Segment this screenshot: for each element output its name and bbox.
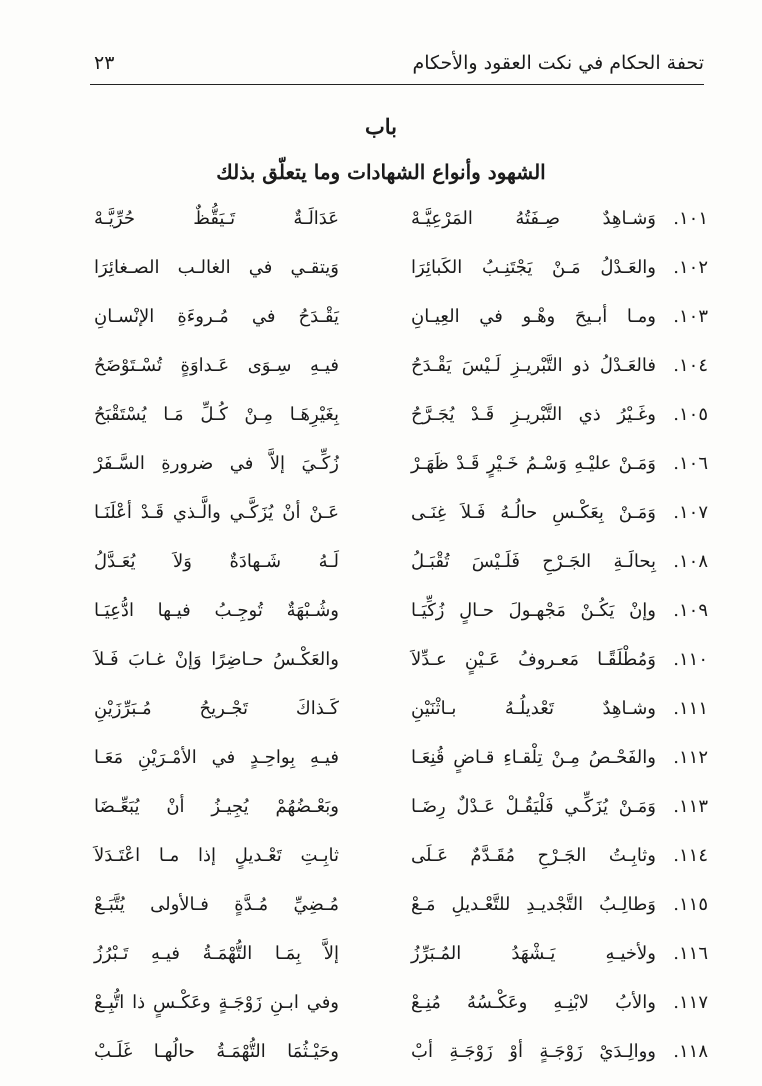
chapter-heading: باب bbox=[364, 114, 397, 139]
verse-number: ١١٤. bbox=[673, 845, 708, 866]
verse-second-hemistich: لَـهُ شَـهادَةٌ وَلاَ يُعَـدَّلُ bbox=[94, 551, 339, 572]
verse-number: ١٠٨. bbox=[673, 551, 708, 572]
verse-line bbox=[88, 249, 708, 289]
verse-line bbox=[88, 739, 708, 779]
verse-number: ١١٠. bbox=[673, 649, 708, 670]
verse-first-hemistich: والعَـدْلُ مَـنْ يَجْتَنِـبُ الكَبائِرَا bbox=[411, 257, 656, 278]
verse-first-hemistich: وَشـاهِدٌ صِـفَتُهُ المَرْعِيَّـهْ bbox=[411, 208, 656, 229]
verse-second-hemistich: فيـهِ سِـوَى عَـداوَةٍ تُسْـتَوْضَحُ bbox=[94, 355, 339, 376]
verse-first-hemistich: وشـاهِدٌ تَعْديلُـهُ بـاثْنَيْنِ bbox=[411, 698, 656, 719]
verse-line bbox=[88, 200, 708, 240]
verse-number: ١٠٥. bbox=[673, 404, 708, 425]
verse-second-hemistich: عَـنْ أنْ يُزَكَّـي والَّـذي قَـدْ أعْلَنَـا bbox=[94, 502, 339, 523]
verse-number: ١١٧. bbox=[673, 992, 708, 1013]
verse-line bbox=[88, 935, 708, 975]
verse-second-hemistich: وشُـبْهَةٌ تُوجِـبُ فيـها ادُّعِيَـا bbox=[94, 600, 339, 621]
verse-first-hemistich: ولأخيـهِ يَـشْهَدُ المُـبَرِّزُ bbox=[411, 943, 656, 964]
verse-first-hemistich: وَمُطْلَقًـا مَعـروفُ عَـيْنٍ عـدِّلاَ bbox=[411, 649, 656, 670]
verse-line bbox=[88, 690, 708, 730]
running-header bbox=[90, 52, 704, 85]
verse-second-hemistich: ثابِـتِ تَعْـديلٍ إذا مـا اعْتَـدَلاَ bbox=[94, 845, 339, 866]
verse-first-hemistich: وَطالِـبُ التَّجْديـدِ للتَّعْـديلِ مَـعْ bbox=[411, 894, 656, 915]
verse-line bbox=[88, 886, 708, 926]
verse-first-hemistich: فالعَـدْلُ ذو التَّبْريـزِ لَـيْسَ يَقْـدَحُ bbox=[411, 355, 656, 376]
verse-line bbox=[88, 788, 708, 828]
verse-first-hemistich: والأبُ لابْنِـهِ وعَكْـسُهُ مُنِـعْ bbox=[411, 992, 656, 1013]
page-number: ٢٣ bbox=[94, 52, 115, 74]
verse-line bbox=[88, 543, 708, 583]
verse-number: ١١٥. bbox=[673, 894, 708, 915]
verse-second-hemistich: والعَكْـسُ حـاضِرًا وَإنْ غـابَ فَـلاَ bbox=[94, 649, 339, 670]
verse-line bbox=[88, 837, 708, 877]
verse-second-hemistich: كَـذاكَ تَجْـريحُ مُـبَرِّزَيْنِ bbox=[94, 698, 339, 719]
verse-number: ١١١. bbox=[673, 698, 708, 719]
verse-number: ١١٨. bbox=[673, 1041, 708, 1062]
verse-number: ١٠٤. bbox=[673, 355, 708, 376]
verse-second-hemistich: عَدَالَـةٌ تَـيَقُّظٌ حُرِّيَّـهْ bbox=[94, 208, 339, 229]
verse-number: ١٠٢. bbox=[673, 257, 708, 278]
verse-first-hemistich: ومـا أبـيحَ وهْـو في العِيـانِ bbox=[411, 306, 656, 327]
verse-second-hemistich: يَقْـدَحُ في مُـروءَةِ الإنْسـانِ bbox=[94, 306, 339, 327]
verse-line bbox=[88, 641, 708, 681]
verse-second-hemistich: وحَيْـثُمَا التُّهْمَـةُ حالُهـا غَلَـبْ bbox=[94, 1041, 339, 1062]
verse-line bbox=[88, 1033, 708, 1073]
verse-number: ١٠٧. bbox=[673, 502, 708, 523]
verse-line bbox=[88, 445, 708, 485]
verse-first-hemistich: ووالِـدَيْ زَوْجَـةٍ أوْ زَوْجَـةِ أبْ bbox=[411, 1041, 656, 1062]
verse-second-hemistich: بِغَيْرِهَـا مِـنْ كُـلِّ مَـا يُسْتَقْبَحُ bbox=[94, 404, 339, 425]
verse-line bbox=[88, 347, 708, 387]
verse-second-hemistich: وبَعْـضُهُمْ يُجِيـزُ أنْ يُبَعِّـضَا bbox=[94, 796, 339, 817]
verse-first-hemistich: وَمَـنْ يُزَكِّـي فَلْيَقُـلْ عَـدْلٌ رِضَـا bbox=[411, 796, 656, 817]
verse-first-hemistich: وَمَـنْ بِعَكْـسِ حالُـهُ فَـلاَ غِنَـى bbox=[411, 502, 656, 523]
verse-number: ١١٣. bbox=[673, 796, 708, 817]
verse-first-hemistich: وإنْ يَكُـنْ مَجْهـولَ حـالٍ زُكِّيَـا bbox=[411, 600, 656, 621]
verse-number: ١١٢. bbox=[673, 747, 708, 768]
verse-line bbox=[88, 592, 708, 632]
verse-second-hemistich: فيـهِ بِواحِـدٍ في الأمْـرَيْنِ مَعَـا bbox=[94, 747, 339, 768]
verse-second-hemistich: إلاَّ بِمَـا التُّهْمَـةُ فيـهِ تَـبْرُزُ bbox=[94, 943, 339, 964]
verse-number: ١١٦. bbox=[673, 943, 708, 964]
verse-line bbox=[88, 494, 708, 534]
verse-number: ١٠٣. bbox=[673, 306, 708, 327]
verse-number: ١٠٦. bbox=[673, 453, 708, 474]
verse-second-hemistich: وفي ابـنِ زَوْجَـةٍ وعَكْـسٍ ذا اتُّبِـعْ bbox=[94, 992, 339, 1013]
verse-first-hemistich: وَمَـنْ عليْـهِ وَسْـمُ خَـيْرٍ قَـدْ ظَهَـرْ bbox=[411, 453, 656, 474]
verse-line bbox=[88, 396, 708, 436]
verse-second-hemistich: وَيتقـي في الغالـب الصـغائِرَا bbox=[94, 257, 339, 278]
verse-number: ١٠٩. bbox=[673, 600, 708, 621]
verse-first-hemistich: بِحالَـةِ الجَـرْحِ فَلَـيْسَ تُقْبَـلُ bbox=[411, 551, 656, 572]
verse-first-hemistich: والفَحْـصُ مِـنْ تِلْقـاءِ قـاضٍ قُنِعَـا bbox=[411, 747, 656, 768]
chapter-subtitle: الشهود وأنواع الشهادات وما يتعلّق بذلك bbox=[216, 160, 546, 184]
book-title: تحفة الحكام في نكت العقود والأحكام bbox=[412, 52, 704, 74]
verse-number: ١٠١. bbox=[673, 208, 708, 229]
verse-first-hemistich: وغَـيْرُ ذي التَّبْريـزِ قَـدْ يُجَـرَّحُ bbox=[411, 404, 656, 425]
verse-second-hemistich: مُـضِيِّ مُـدَّةٍ فـالأولى يُتَّبَـعْ bbox=[94, 894, 339, 915]
verse-line bbox=[88, 984, 708, 1024]
verse-second-hemistich: زُكِّـيَ إلاَّ في ضرورةِ السَّـفَرْ bbox=[94, 453, 339, 474]
verse-line bbox=[88, 298, 708, 338]
verse-first-hemistich: وثابِـتُ الجَـرْحِ مُقَـدَّمٌ عَـلَى bbox=[411, 845, 656, 866]
